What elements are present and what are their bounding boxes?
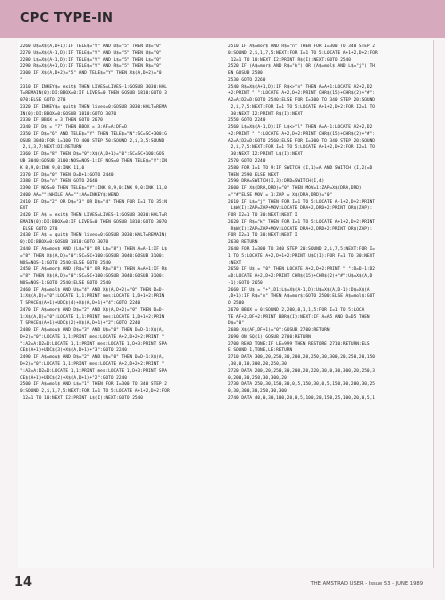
code-line: 2650 IF U$ = "0" THEN LOCATE A+2,D+2:PRINT " ":D=D-1:D2: [228, 267, 375, 273]
code-line: 2260 D$=X$(A,D+1):IF TELE$="Y" AND D$="5" THEN D$="0": [20, 44, 162, 49]
code-line: =D:LOCATE A+2,D+2:PRINT CHR$(15)+CHR$(2)+"#":U$=X$(A,D: [228, 274, 373, 280]
code-line: 2700 READ TONE:IF LE=999 THEN RESTORE 2710:RETURN:ELS: [228, 341, 370, 347]
code-line: 2550 GOTO 2240: [228, 118, 266, 124]
code-line: R$W(I):ZAP=ZAP+MOV:LOCATE DRA+2,DRD+2:PRINT DR$(ZAP):: [228, 226, 373, 232]
code-line: 2400 AA="":WHILE AA="":AA=INKEY$:WEND: [20, 192, 119, 198]
code-line: +2:PRINT " ":LOCATE A+2,D+2:PRINT CHR$(15)+CHR$(2)+"#":: [228, 91, 375, 97]
code-line: +2:PRINT " ":LOCATE A+2,D+2:PRINT CHR$(15)+CHR$(2)+"#":: [228, 131, 375, 137]
code-line: 2280 L$=X$(A-1,D):IF TELE$="Y" AND L$="5" THEN L$="0": [20, 57, 162, 63]
code-line: 2480 IF A$=mou$ AND D$="3" AND U$="0" THEN D=D-1:X$(A,: [20, 328, 165, 334]
page-number: 14: [14, 575, 33, 590]
code-line: 2640 FOR I=300 TO 340 STEP 20:SOUND 2,i,7,5:NEXT:FOR I=: [228, 246, 375, 252]
code-line: 2710 DATA 300,20,250,30,200,20,250,30,300,20,250,20,150: [228, 355, 375, 361]
code-line: 1 TO 5:LOCATE A+2,D+1+2:PRINT U$C(I):FOR F=1 TO 30:NEXT: [228, 253, 375, 259]
code-line: 2610 IF L$="j" THEN FOR I=1 TO 5:LOCATE A-1+2,D+2:PRINT: [228, 199, 375, 205]
code-line: 2410 IF D$="2" OR D$="3" OR D$="4" THEN FOR I=1 TO 35:N: [20, 199, 167, 205]
code-line: 2460 IF A$=mol$ AND U$="4" AND X$(A,D+2)="0" THEN D=D-: [20, 287, 165, 293]
code-line: ,D+1):IF R$="n" THEN A$=mor$:GOTO 2500:ELSE A$=mol$:GOT: [228, 294, 375, 300]
code-line: 2340 IF D$ = "7" THEN BBOX = 3:AF=A:DF=D: [20, 125, 127, 131]
code-line: 2360 IF D$="8" THEN D$="0":X$(A,D+1)="0":SC=SC+100:GOS: [20, 152, 165, 158]
code-line: ="8" THEN X$(A,D)="0":SC=SC+100:GOSUB 3040:GOSUB 3100:: [20, 253, 165, 259]
code-line: 0:SOUND 2,i,1,7,5:NEXT:FOR I=1 TO 5:LOCATE A+1+2,D+2:FOR: [20, 389, 170, 395]
code-line: 2380 IF D$="n" THEN GOTO 2640: [20, 179, 98, 185]
code-line: 2270 U$=X$(A-1,D):IF TELE$="Y" AND U$="5" THEN U$="0": [20, 50, 162, 56]
code-line: 2690 ON SQ(1) GOSUB 2700:RETURN: [228, 334, 311, 340]
code-line: 2540 R$=X$(A+1,D):IF R$<>"n" THEN A=A+1:LOCATE A2+2,D2: [228, 84, 373, 90]
code-line: T SPACE$(A+1)+UDC$(2)+X$(A,D+1)+"2":GOTO 2240: [20, 321, 141, 327]
code-line: EMAIN(0):DI:BBOX=0:IF LIVES=0 THEN GOSUB 1810:GOTO 3070: [20, 219, 167, 225]
code-line: 2350 IF D$="6" AND TELE$="Y" THEN TELE$="N":SC=SC+300:G: [20, 131, 167, 137]
code-line: 2300 IF X$(A,D+2)="5" AND TELE$="Y" THEN X$(A,D+2)="0: [20, 71, 162, 77]
code-line: ="8" THEN X$(A,D)="0":SC=SC+100:GOSUB 3040:GOSUB 3100:: [20, 274, 165, 280]
code-line: 0,30,300,30,250,30,300: [228, 389, 287, 395]
code-line: 2740 DATA 40,0,30,100,20,0,5,100,20,150,25,100,20,0,5,1: [228, 395, 375, 401]
code-line: 2520 IF (A$=mor$ AND R$="k") OR (A$=mol$ AND L$="j") TH: [228, 64, 375, 70]
code-line: K 8,9,0:INK 9,0:INK 11,0: [20, 165, 85, 171]
code-line: 070:ELSE GOTO 270: [20, 98, 66, 104]
code-line: OSUB 3040:FOR i=100 TO 400 STEP 50:SOUND 2,i,3,5:SOUND: [20, 138, 165, 144]
code-line: 2470 IF A$=mor$ AND D$="2" AND X$(A,D+2)="0" THEN D=D-: [20, 307, 165, 313]
code-line: NOS=NOS-1:GOTO 2540:ELSE GOTO 2540: [20, 280, 111, 286]
code-line: D$="0": [228, 321, 245, 327]
code-line: T=REMAIN(0):DI:BBOX=0:IF LIVES=0 THEN GOSUB 1810:GOTO 3: [20, 91, 167, 97]
code-line: 2390 IF NOS=0 THEN TELE$="Y":INK 8,9,0:INK 9,0:INK 11,0: [20, 186, 167, 192]
code-line: 2590 DRA=SWITCH(I,3):DRD=SWITCH(I,4): [228, 179, 325, 185]
code-line: ELSE GOTO 270: [20, 226, 58, 232]
publication-footer: THE AMSTRAD USER - Issue 53 - JUNE 1989: [310, 581, 423, 587]
code-line: 2570 GOTO 2240: [228, 159, 266, 165]
code-line: =""#"ELSE MOV = 1:ZAP = X$(DRA,DRD)="0": [228, 192, 333, 198]
listing-column-left: [20, 44, 222, 403]
code-line: 2720 DATA 200,20,250,30,200,20,220,30,0,30,300,20,250,3: [228, 368, 375, 374]
code-line: D+2)="0":LOCATE 1,1:PRINT mes:LOCATE A+2,D+2+2:PRINT ": [20, 361, 165, 367]
code-line: 2620 IF R$="k" THEN FOR I=1 TO 5:LOCATE A+1+2,D+2:PRINT: [228, 219, 375, 225]
code-line: 2330 IF BBOX = 3 THEN GOTO 2670: [20, 118, 103, 124]
code-line: EXT: [20, 206, 29, 212]
code-line: -1):GOTO 2650: [228, 280, 263, 286]
code-line: 0:SOUND 2,i,1,7,5:NEXT:FOR I=1 TO 5:LOCATE A+1+2,D+2:FOR: [228, 50, 378, 56]
code-line: 0,200,30,250,30,300,20: [228, 375, 287, 381]
code-line: 30:NEXT I2:PRINT R$(I):NEXT: [228, 111, 303, 117]
code-line: 12=1 TO 10:NEXT I2:PRINT R$(I):NEXT:GOTO 2540: [228, 57, 351, 63]
code-line: 2320 IF INKEY$= quit$ THEN lives=0:GOSUB 3030:HALT=REMA: [20, 104, 167, 110]
code-line: 12=1 TO 10:NEXT I2:PRINT L$(I):NEXT:GOTO 2540: [20, 395, 143, 401]
code-line: 2630 RETURN: [228, 240, 258, 246]
code-line: UB 3040:GOSUB 3100:NOS=NOS-1:IF NOS=0 THEN TELE$="Y":IN: [20, 159, 167, 165]
code-line: A2=A:D2=D:GOTO 2540:ELSE FOR I=300 TO 340 STEP 20:SOUND: [228, 98, 375, 104]
code-line: 2,i,3,7:NEXT:DI:RETURN: [20, 145, 82, 151]
code-line: IN(0):DI:BBOX=0:GOSUB 1810:GOTO 3070: [20, 111, 117, 117]
code-line: 2490 IF A$=mou$ AND D$="2" AND U$="0" THEN D=D-1:X$(A,: [20, 355, 165, 361]
code-line: 2430 IF A$ = quit$ THEN lives=0:GOSUB 3030:HALT=REMAIN(: [20, 233, 167, 239]
code-line: 2,i,7,5:NEXT:FOR I=1 TO 5:LOCATE A+1+2,D+2:FOR I2=1 TO: [228, 104, 375, 110]
code-line: D+2)="0":LOCATE 1,1:PRINT mes:LOCATE A+2,D+2+2:PRINT ": [20, 334, 165, 340]
section-title: CPC TYPE-IN: [20, 11, 114, 26]
code-line: 2,i,7,5:NEXT:FOR I=1 TO 5:LOCATE A+1+2,D+2:FOR I2=1 TO: [228, 145, 375, 151]
code-line: 2450 IF A$=mor$ AND (R$="0" OR R$="8") THEN A=A+1:IF R$: [20, 267, 167, 273]
code-line: CE$(A+1)+UDC$(2)+X$(A,D+1)+"2":GOTO 2240: [20, 375, 127, 381]
code-line: 2370 IF D$="0" THEN D=D+1:GOTO 2440: [20, 172, 114, 178]
code-line: 2440 IF A$=mov$ AND (L$="0" OR L$="8") THEN A=A-1:IF L$: [20, 246, 167, 252]
code-line: FOR I2=1 TO 30:NEXT:NEXT I: [228, 233, 298, 239]
code-line: 1:X$(A,D)="0":LOCATE 1,1:PRINT mes:LOCATE 1,D+1+2:PRIN: [20, 294, 165, 300]
code-line: ":A2=A:D2=D:LOCATE 1,1:PRINT mes:LOCATE 1,D+3:PRINT SPA: [20, 341, 167, 347]
code-line: TE AF+2,DF+2:PRINT BBR$(I):NEXT:IF A=A5 AND D=D5 THEN: [228, 314, 370, 320]
code-line: ": [20, 77, 23, 83]
code-line: 2600 IF X$(DRA,DRD)="0" THEN MOV=1:ZAP=X$(DRA,DRD): [228, 186, 362, 192]
code-line: 2420 IF A$ = exit$ THEN LIVES=LIVES-1:GOSUB 3030:HALT=R: [20, 213, 167, 219]
code-line: 2510 IF A$=mor$ AND R$="n" THEN FOR I=300 TO 340 STEP 2: [228, 44, 375, 49]
code-line: 2680 X$(AF,DF+1)="0":GOSUB 2700:RETURN: [228, 328, 330, 334]
code-line: CE$(A+1)+UDC$(3)+X$(A,D+1)+"3":GOTO 2240: [20, 348, 127, 354]
code-line: O 2500: [228, 301, 245, 307]
listing-area: [18, 40, 434, 568]
code-line: 2500 IF A$=mol$ AND L$="1" THEN FOR I=300 TO 340 STEP 2: [20, 382, 167, 388]
code-line: 2290 R$=X$(A+1,D):IF TELE$="Y" AND R$="5" THEN R$="0": [20, 64, 162, 70]
code-line: ":A2=A:D2=D:LOCATE 1,1:PRINT mes:LOCATE 1,D+3:PRINT SPA: [20, 368, 167, 374]
code-line: :NEXT: [228, 260, 242, 266]
code-line: 2730 DATA 250,30,150,30,0,5,150,30,0,5,150,30,200,30,25: [228, 382, 375, 388]
code-line: 2560 L$=X$(A-1,D):IF L$<>"l" THEN A=A-1:LOCATE A2+2,D2: [228, 125, 373, 131]
code-line: 0):DI:BBOX=0:GOSUB 1810:GOTO 3070: [20, 240, 109, 246]
code-line: 2310 IF INKEY$= exit$ THEN LIVES=LIVES-1:GOSUB 3030:HAL: [20, 84, 167, 90]
code-line: NOS=NOS-1:GOTO 2540:ELSE GOTO 2540: [20, 260, 111, 266]
code-line: ,30,0,10,300,20,250,30: [228, 361, 287, 367]
code-line: T SPACE$(A+1)+UDC$(4)+X$(A,D+1)+"4":GOTO 2240: [20, 301, 141, 307]
code-line: 2660 IF U$ = "+",D1:L$=X$(A-1,D):U$=X$(A,D-1):D$=X$(A: [228, 287, 370, 293]
code-line: A2=A:D2=D:GOTO 2560:ELSE FOR I=300 TO 340 STEP 20:SOUND: [228, 138, 375, 144]
code-line: 2580 FOR I=1 TO 9:IF SWITCH (I,1)=A AND SWITCH (I,2)=D: [228, 165, 373, 171]
listing-column-right: [228, 44, 433, 403]
code-line: 2670 BBOX = 0:SOUND 2,200,0,1,1,5:FOR I=1 TO 5:LOCA: [228, 307, 365, 313]
code-line: L$W(I):ZAP=ZAP+MOV:LOCATE DRA+2,DRD+2:PRINT DR$(ZAP):: [228, 206, 373, 212]
code-line: THEN 2590 ELSE NEXT: [228, 172, 279, 178]
code-line: 30:NEXT I2:PRINT L$(I):NEXT: [228, 152, 303, 158]
code-line: FOR I2=1 TO 30:NEXT:NEXT I: [228, 213, 298, 219]
code-line: 2530 GOTO 2260: [228, 77, 266, 83]
code-line: E SOUND 1,TONE,LE:RETURN: [228, 348, 293, 354]
code-line: EN GOSUB 2580: [228, 71, 263, 77]
code-line: 1:X$(A,D)="0":LOCATE 1,1:PRINT mes:LOCATE 1,D+1+2:PRIN: [20, 314, 165, 320]
